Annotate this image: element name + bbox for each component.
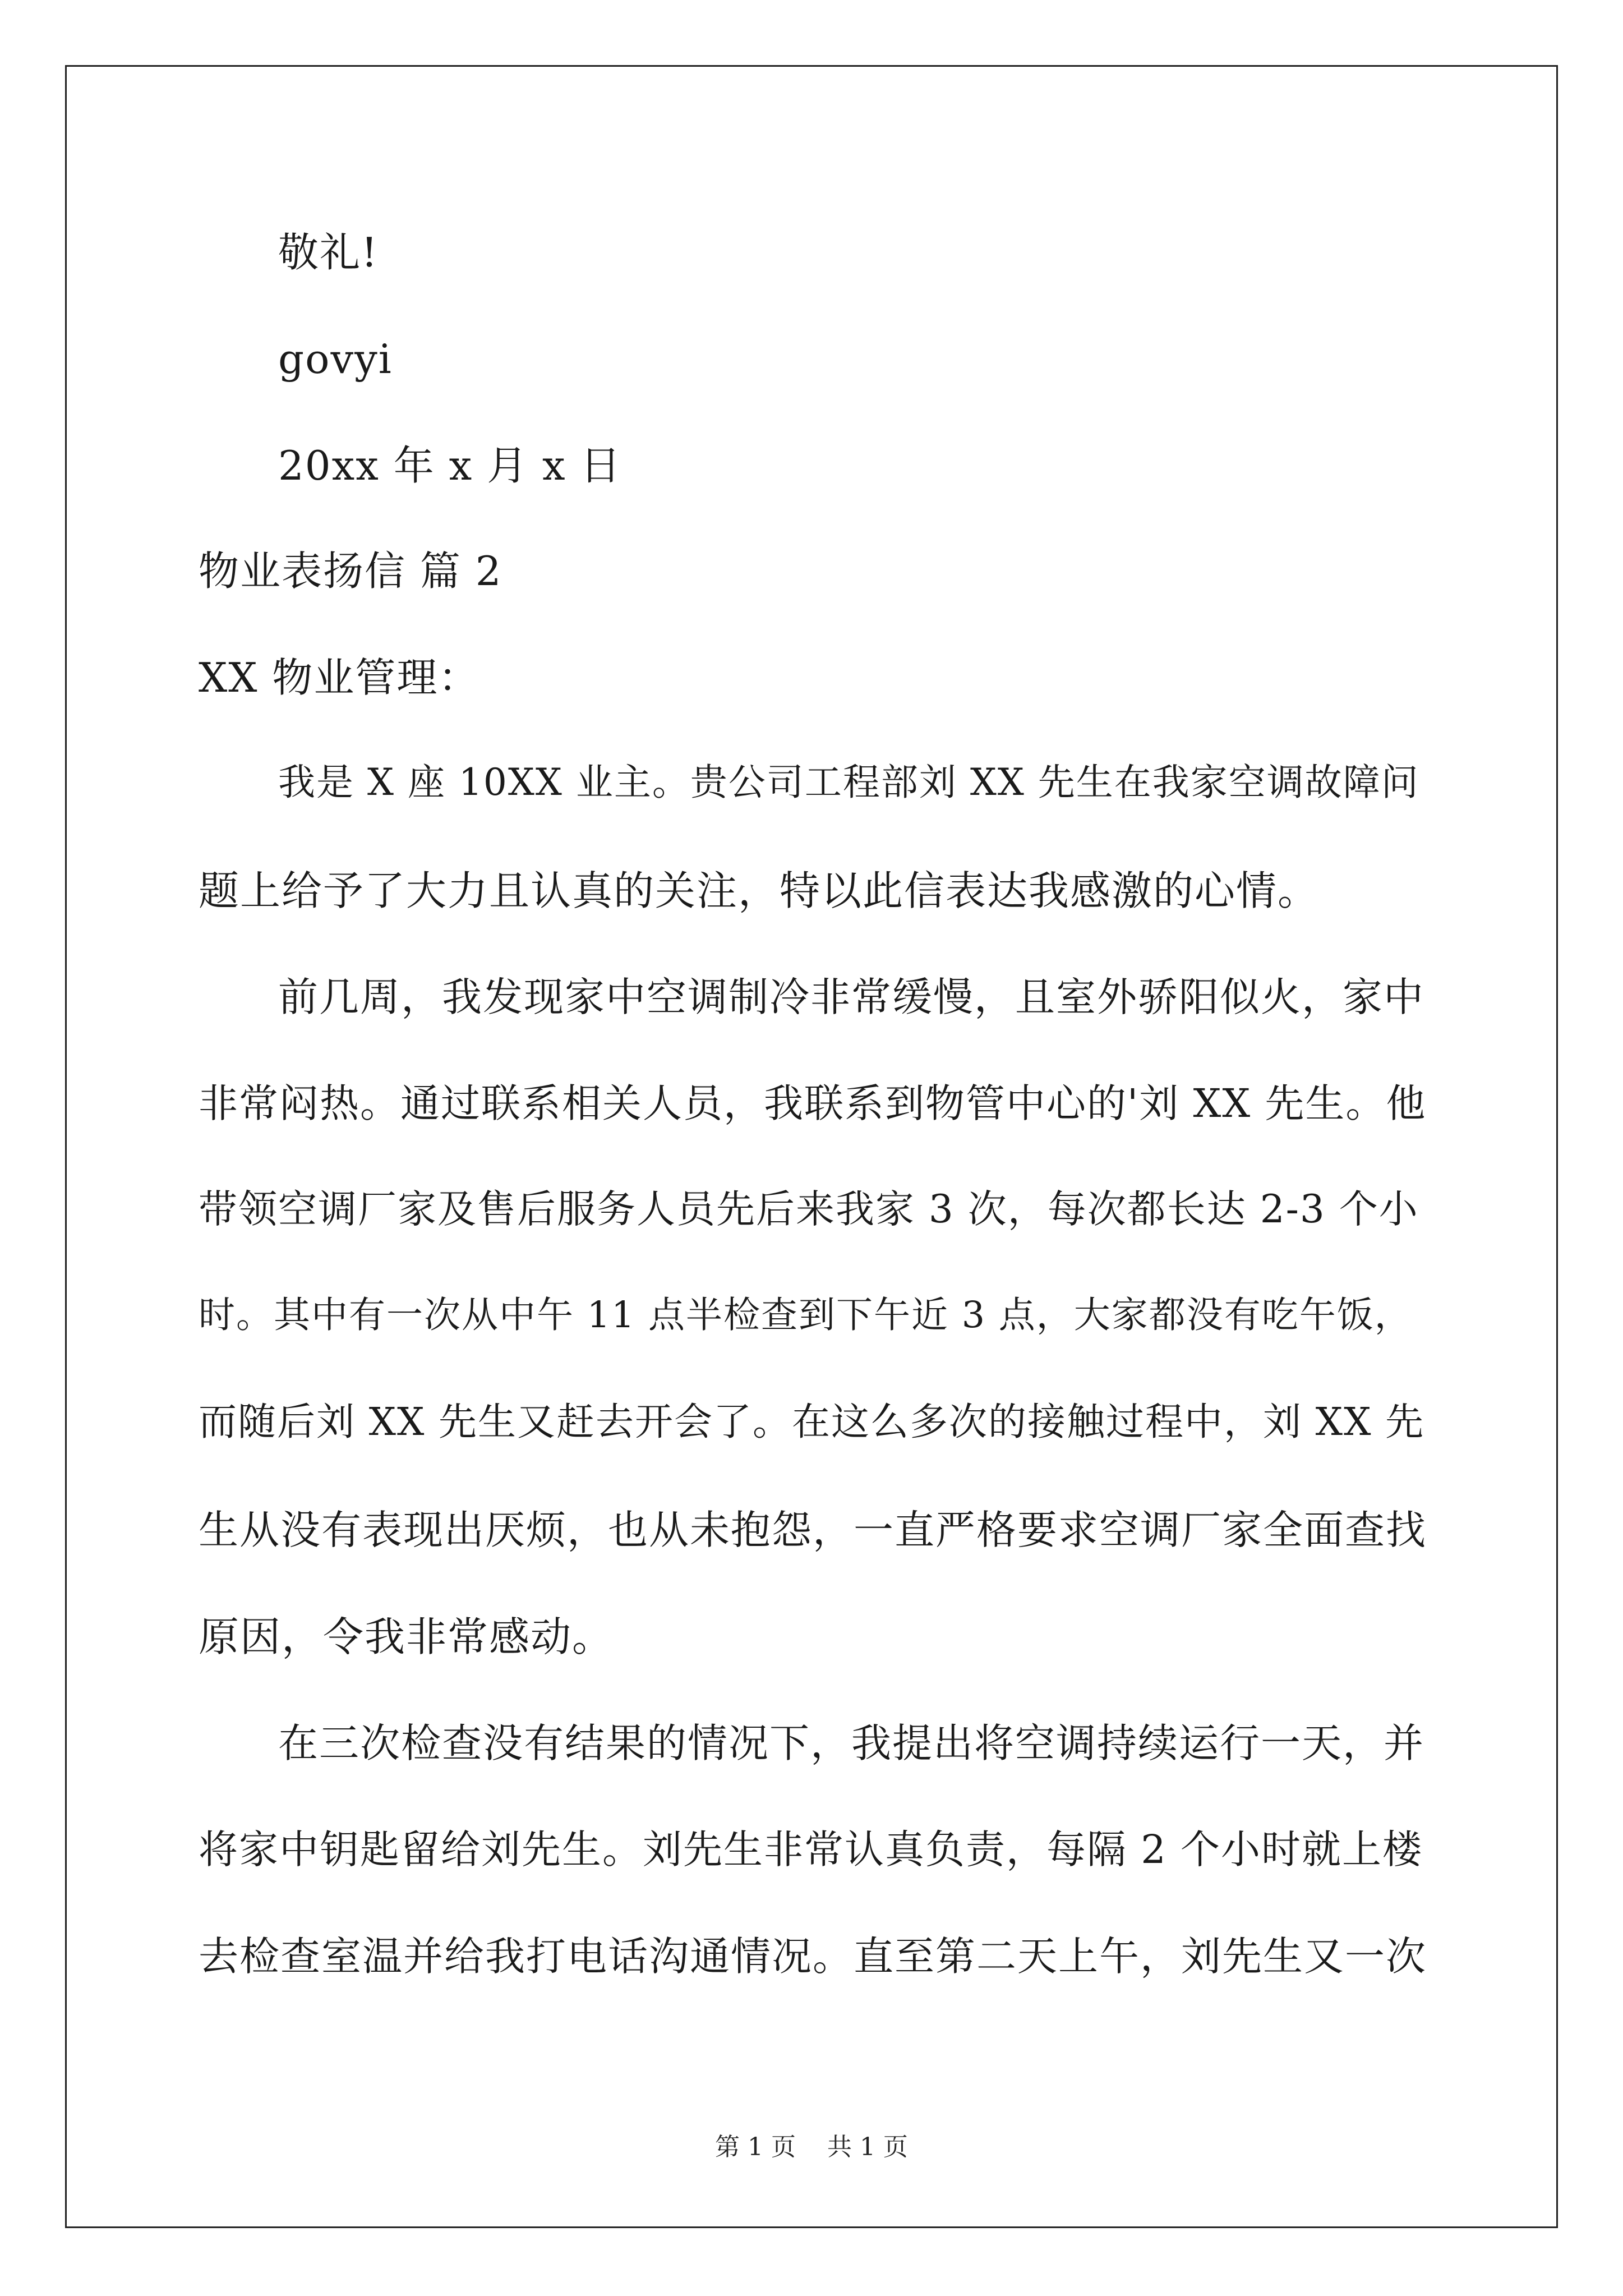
page-border — [65, 65, 1558, 2228]
signature: govyi — [278, 335, 393, 383]
body-line: 生从没有表现出厌烦，也从未抱怨，一直严格要求空调厂家全面查找 — [199, 1507, 1427, 1553]
body-line: 将家中钥匙留给刘先生。刘先生非常认真负责，每隔 2 个小时就上楼 — [199, 1826, 1423, 1872]
body-line: 时。其中有一次从中午 11 点半检查到下午近 3 点，大家都没有吃午饭， — [199, 1294, 1412, 1336]
addressee: XX 物业管理： — [199, 654, 480, 701]
body-line: 题上给予了大力且认真的关注，特以此信表达我感激的心情。 — [199, 867, 1320, 914]
body-line: 去检查室温并给我打电话沟通情况。直至第二天上午，刘先生又一次 — [199, 1933, 1427, 1980]
body-line: 非常闷热。通过联系相关人员，我联系到物管中心的'刘 XX 先生。他 — [199, 1080, 1427, 1126]
page-footer: 第 1 页 共 1 页 — [715, 2133, 908, 2161]
salutation: 敬礼! — [278, 229, 379, 276]
letter-date: 20xx 年 x 月 x 日 — [278, 442, 622, 489]
body-line: 带领空调厂家及售后服务人员先后来我家 3 次，每次都长达 2-3 个小 — [199, 1187, 1419, 1232]
body-line: 前几周，我发现家中空调制冷非常缓慢，且室外骄阳似火，家中 — [278, 974, 1425, 1020]
section-title: 物业表扬信 篇 2 — [199, 547, 502, 595]
body-line: 在三次检查没有结果的情况下，我提出将空调持续运行一天，并 — [278, 1720, 1425, 1766]
body-line: 我是 X 座 10XX 业主。贵公司工程部刘 XX 先生在我家空调故障问 — [278, 761, 1419, 804]
body-line: 而随后刘 XX 先生又赶去开会了。在这么多次的接触过程中，刘 XX 先 — [199, 1400, 1425, 1444]
body-line: 原因，令我非常感动。 — [199, 1613, 614, 1660]
